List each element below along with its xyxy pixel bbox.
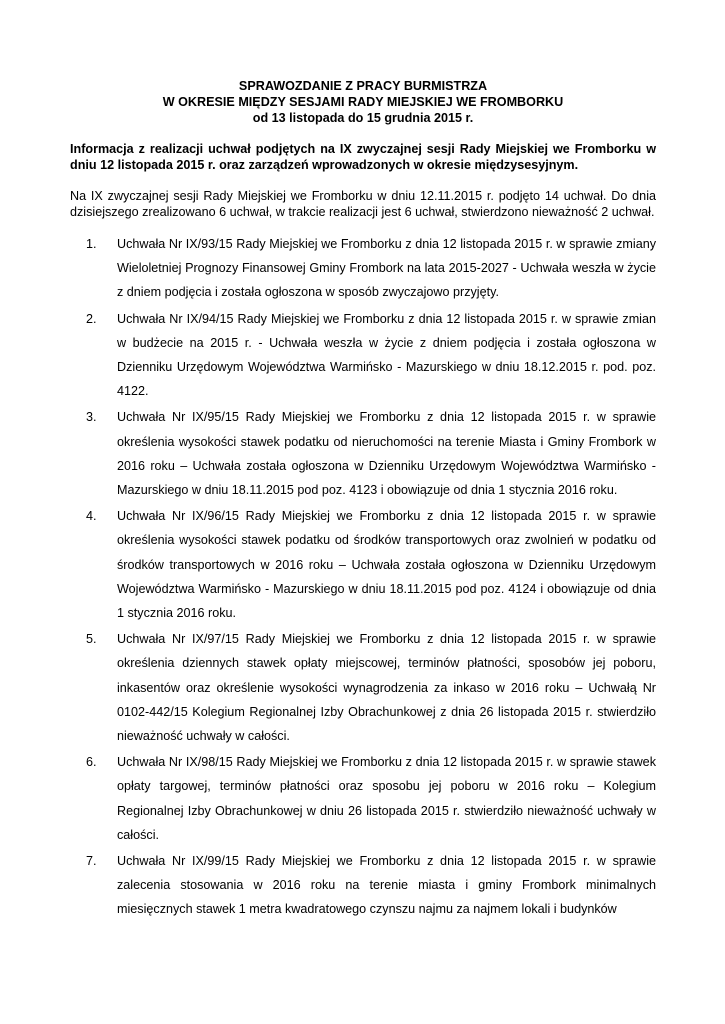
list-item-number: 3.: [86, 410, 97, 425]
list-item: [70, 232, 656, 305]
list-item-text: Uchwała Nr IX/97/15 Rady Miejskiej we Fromborku z dnia 12 listopada 2015 r. w sprawie określenia dziennych stawek opłaty miejscowej, terminów płatności, sposobów jej poboru, inkasentów oraz określenie wysokości wynagrodzenia za inkaso w 2016 roku – Uchwałą Nr 0102-442/15 Kolegium Regionalnej Izby Obrachunkowej z dnia 26 listopada 2015 r. stwierdziło nieważność uchwały w całości.: [117, 632, 656, 744]
document-title: [70, 78, 656, 126]
resolution-list: [70, 232, 656, 922]
list-item-text: Uchwała Nr IX/93/15 Rady Miejskiej we Fromborku z dnia 12 listopada 2015 r. w sprawie zmiany Wieloletniej Prognozy Finansowej Gminy Frombork na lata 2015-2027 - Uchwała weszła w życie z dniem podjęcia i została ogłoszona w sposób zwyczajowo przyjęty.: [117, 237, 656, 300]
list-item: [70, 504, 656, 625]
list-item-text: Uchwała Nr IX/95/15 Rady Miejskiej we Fromborku z dnia 12 listopada 2015 r. w sprawie określenia wysokości stawek podatku od nieruchomości na terenie Miasta i Gminy Frombork w 2016 roku – Uchwała została ogłoszona w Dzienniku Urzędowym Województwa Warmińsko - Mazurskiego w dniu 18.11.2015 pod poz. 4123 i obowiązuje od dnia 1 stycznia 2016 roku.: [117, 410, 656, 498]
list-item-text: Uchwała Nr IX/94/15 Rady Miejskiej we Fromborku z dnia 12 listopada 2015 r. w sprawie zmian w budżecie na 2015 r. - Uchwała weszła w życie z dniem podjęcia i została ogłoszona w Dzienniku Urzędowym Województwa Warmińsko - Mazurskiego w dniu 18.12.2015 r. pod. poz. 4122.: [117, 311, 656, 399]
list-item: [70, 627, 656, 748]
document-page: [70, 78, 656, 924]
list-item-number: 7.: [86, 854, 97, 869]
title-line-2: W OKRESIE MIĘDZY SESJAMI RADY MIEJSKIEJ WE FROMBORKU: [162, 95, 564, 109]
title-line-1: SPRAWOZDANIE Z PRACY BURMISTRZA: [238, 79, 488, 93]
list-item: [70, 307, 656, 404]
list-item: [70, 405, 656, 502]
list-item: [70, 750, 656, 847]
list-item-number: 2.: [86, 311, 97, 326]
list-item-number: 4.: [86, 509, 97, 524]
list-item-number: 6.: [86, 755, 97, 770]
intro-paragraph: Na IX zwyczajnej sesji Rady Miejskiej we Fromborku w dniu 12.11.2015 r. podjęto 14 uchwał. Do dnia dzisiejszego zrealizowano 6 uchwał, w trakcie realizacji jest 6 uchwał, stwierdzono nieważność 2 uchwał.: [70, 189, 656, 219]
intro-heading: Informacja z realizacji uchwał podjętych na IX zwyczajnej sesji Rady Miejskiej we Fromborku w dniu 12 listopada 2015 r. oraz zarządzeń wprowadzonych w okresie międzysesyjnym.: [70, 142, 656, 172]
list-item-number: 1.: [86, 237, 97, 251]
title-line-3: od 13 listopada do 15 grudnia 2015 r.: [252, 111, 474, 125]
list-item: [70, 849, 656, 922]
list-item-number: 5.: [86, 632, 97, 647]
list-item-text: Uchwała Nr IX/98/15 Rady Miejskiej we Fromborku z dnia 12 listopada 2015 r. w sprawie stawek opłaty targowej, terminów płatności oraz sposobu jej poboru w 2016 roku – Kolegium Regionalnej Izby Obrachunkowej w dniu 26 listopada 2015 r. stwierdziło nieważność uchwały w całości.: [117, 755, 656, 842]
list-item-text: Uchwała Nr IX/99/15 Rady Miejskiej we Fromborku z dnia 12 listopada 2015 r. w sprawie zalecenia stosowania w 2016 roku na terenie miasta i gminy Frombork minimalnych miesięcznych stawek 1 metra kwadratowego czynszu najmu za najmem lokali i budynków: [117, 854, 656, 917]
list-item-text: Uchwała Nr IX/96/15 Rady Miejskiej we Fromborku z dnia 12 listopada 2015 r. w sprawie określenia wysokości stawek podatku od środków transportowych oraz zwolnień w podatku od środków transportowych w 2016 roku – Uchwała została ogłoszona w Dzienniku Urzędowym Województwa Warmińsko - Mazurskiego w dniu 18.11.2015 pod poz. 4124 i obowiązuje od dnia 1 stycznia 2016 roku.: [117, 509, 656, 621]
